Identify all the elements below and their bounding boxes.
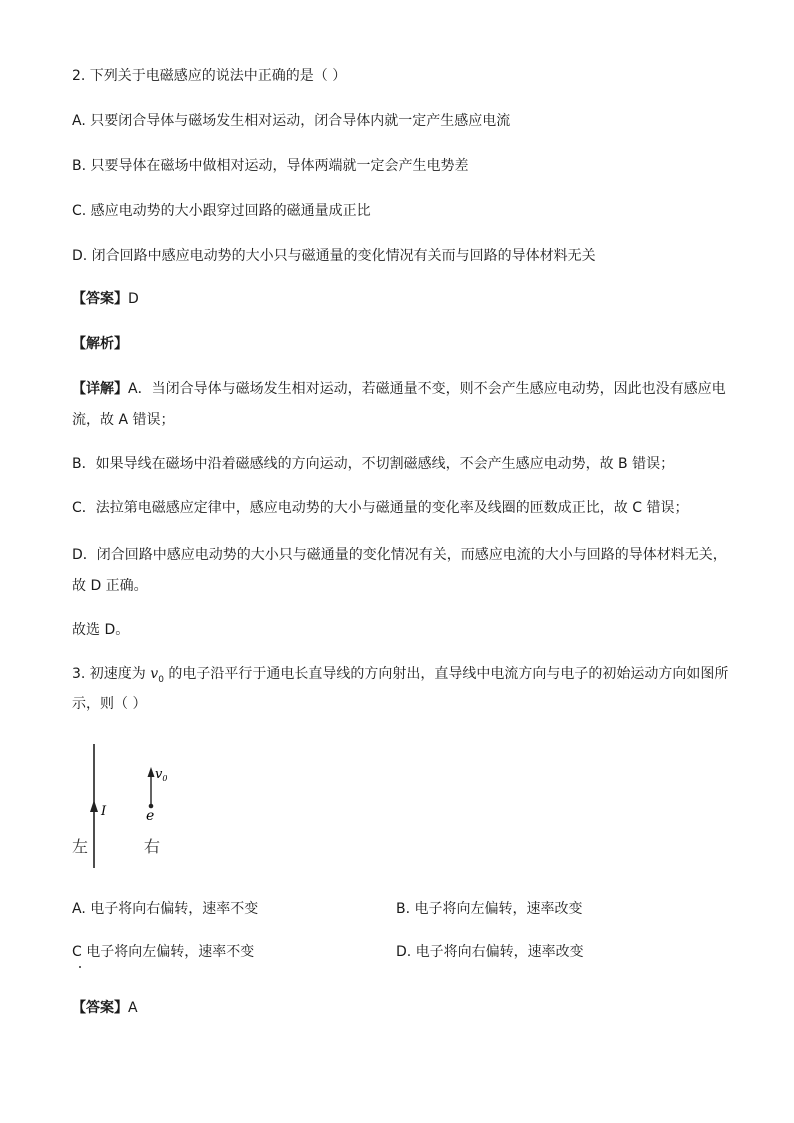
q2-detail-line-5: D．闭合回路中感应电动势的大小只与磁通量的变化情况有关，而感应电流的大小与回路的导体材料无关， [72,547,727,563]
q2-detail-line-3: B．如果导线在磁场中沿着磁感线的方向运动，不切割磁感线，不会产生感应电动势，故 B 错误； [72,456,675,472]
answer-value: A [128,1000,138,1016]
velocity-arrow-icon [148,767,155,777]
q3-option-c: C 电子将向左偏转，速率不变 [72,944,255,960]
q2-option-c: C. 感应电动势的大小跟穿过回路的磁通量成正比 [72,203,371,219]
q2-detail-line-1 [72,379,726,399]
q2-answer [72,289,139,309]
answer-label: 【答案】 [72,291,128,307]
q2-option-b: B. 只要导体在磁场中做相对运动，导体两端就一定会产生电势差 [72,158,469,174]
answer-value: D [128,291,139,307]
q3-option-b: B. 电子将向左偏转，速率改变 [396,901,583,917]
q2-detail-line-4: C．法拉第电磁感应定律中，感应电动势的大小与磁通量的变化率及线圈的匝数成正比，故 C 错误； [72,500,689,516]
q3-figure [60,740,220,870]
q3-answer [72,998,138,1018]
q2-conclusion: 故选 D。 [72,622,130,638]
detail-label: 【详解】 [72,381,128,397]
answer-label: 【答案】 [72,1000,128,1016]
detail-text: A．当闭合导体与磁场发生相对运动，若磁通量不变，则不会产生感应电动势，因此也没有感应电 [128,381,726,397]
q2-detail-line-2: 流，故 A 错误； [72,412,175,428]
q2-option-d: D. 闭合回路中感应电动势的大小只与磁通量的变化情况有关而与回路的导体材料无关 [72,248,596,264]
current-label: I [101,804,107,819]
right-label: 右 [144,837,161,856]
q2-detail-line-6: 故 D 正确。 [72,578,148,594]
velocity-label: $v_0$ [155,767,168,783]
q3-option-a: A. 电子将向右偏转，速率不变 [72,901,259,917]
q3-option-d: D. 电子将向右偏转，速率改变 [396,944,584,960]
q3-stem-line-1: 3. 初速度为 $v_0$ 的电子沿平行于通电长直导线的方向射出，直导线中电流方向与电子的初始运动方向如图所 [72,666,729,685]
q2-option-a: A. 只要闭合导体与磁场发生相对运动，闭合导体内就一定产生感应电流 [72,113,511,129]
q2-stem: 2. 下列关于电磁感应的说法中正确的是（ ） [72,68,347,84]
current-arrow-icon [90,800,98,812]
q3-stem-line-2: 示，则（ ） [72,696,147,712]
electron-label: e [146,808,155,824]
q2-analysis-label: 【解析】 [72,336,128,352]
left-label: 左 [72,837,89,856]
stray-dot [79,966,81,968]
